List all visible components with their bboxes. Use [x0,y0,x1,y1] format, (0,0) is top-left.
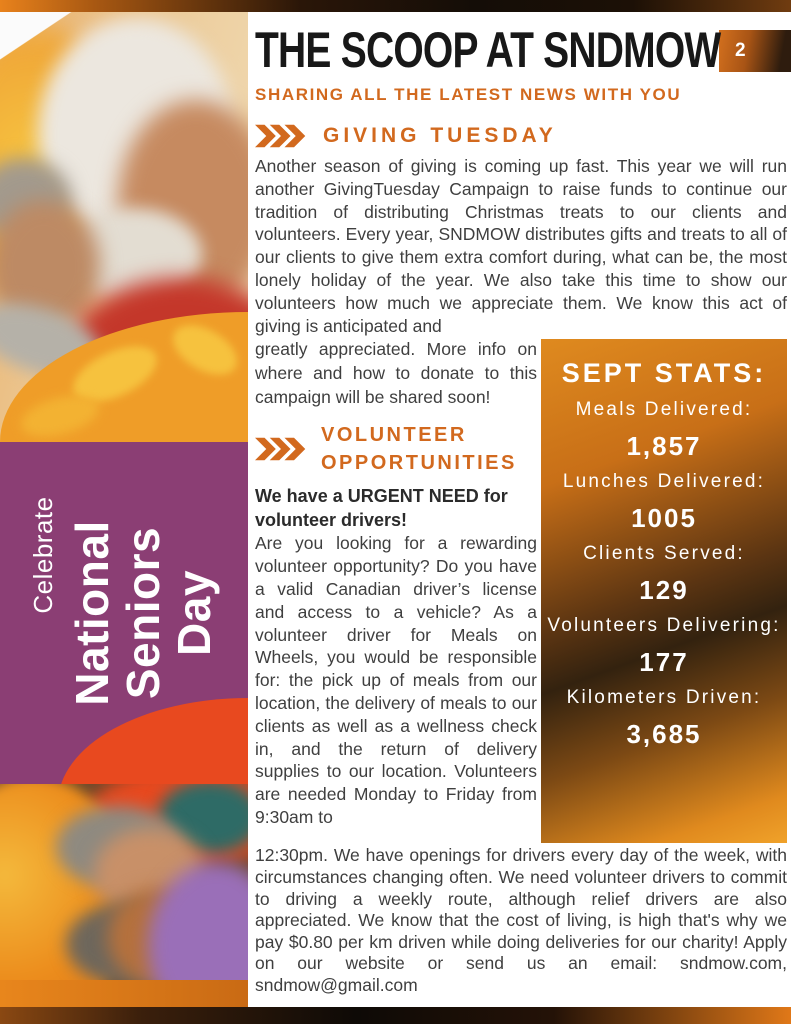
stat-label: Lunches Delivered: [562,471,766,493]
left-text-column [255,337,537,828]
sept-stats-box [541,339,787,843]
triple-chevron-icon [255,124,307,148]
banner-word-national: National [66,520,118,706]
stat-value: 1,857 [626,431,702,462]
main-content [255,0,787,997]
two-column-section [255,337,787,843]
volunteer-lead: We have a URGENT NEED for volunteer drivers! [255,486,508,530]
stat-value: 177 [639,647,689,678]
giving-tuesday-heading-row [255,124,787,148]
newsletter-title: THE SCOOP AT SNDMOW [255,22,721,78]
giving-tuesday-body-continued: greatly appreciated. More info on where and how to donate to this campaign will be shared soon! [255,339,537,408]
page-number: 2 [735,40,746,61]
newsletter-subtitle: SHARING ALL THE LATEST NEWS WITH YOU [255,85,682,104]
volunteer-heading [321,421,517,477]
volunteer-heading-line1: VOLUNTEER [321,424,467,447]
banner-word-day: Day [168,570,220,656]
giving-tuesday-heading: GIVING TUESDAY [323,124,557,147]
stat-value: 3,685 [626,719,702,750]
stat-label: Clients Served: [583,543,745,565]
triple-chevron-icon [255,437,307,461]
banner-word-seniors: Seniors [117,526,169,700]
stat-label: Meals Delivered: [575,399,753,421]
stat-label: Kilometers Driven: [566,687,762,709]
volunteer-body-continued: 12:30pm. We have openings for drivers every day of the week, with circumstances changing often. We need volunteer drivers to commit to driving a weekly route, although relief drivers are also appreciated. We know that the cost of living, is high that's why we pay $0.80 per km driven while doing deliveries for our charity! Apply on our website or send us an email: sndmow.com, sndmow@gmail.com [255,845,787,995]
stat-label: Volunteers Delivering: [547,615,781,637]
volunteer-heading-line2: OPPORTUNITIES [321,452,517,475]
yellow-leaf-shape [165,315,246,385]
orange-bottom-strip [0,980,248,1007]
banner-eyebrow: Celebrate [28,496,58,614]
stats-title: SEPT STATS: [561,358,767,389]
volunteer-body: Are you looking for a rewarding volunteer opportunity? Do you have a valid Canadian driver’s license and access to a vehicle? As a volunteer driver for Meals on Wheels, you would be responsible for: the pick up of meals from our location, the delivery of meals to our clients as well as a wellness check in, and the return of delivery supplies to our location. Volunteers are needed Monday to Friday from 9:30am to [255,533,537,827]
volunteer-heading-row [255,421,537,477]
sidebar-art [0,12,248,1007]
seniors-photo-bottom [0,784,248,1007]
white-corner-notch [0,12,72,60]
stat-value: 129 [639,575,689,606]
stat-value: 1005 [631,503,697,534]
bottom-gradient-bar [0,1007,791,1024]
giving-tuesday-body: Another season of giving is coming up fast. This year we will run another GivingTuesday Campaign to raise funds to continue our tradition of distributing Christmas treats to our clients and volunteers. Every year, SNDMOW distributes gifts and treats to all of our clients to give them extra comfort during, what can be, the most lonely holiday of the year. We also take this time to show our volunteers how much we appreciate them. We know this act of giving is anticipated and [255,156,787,336]
